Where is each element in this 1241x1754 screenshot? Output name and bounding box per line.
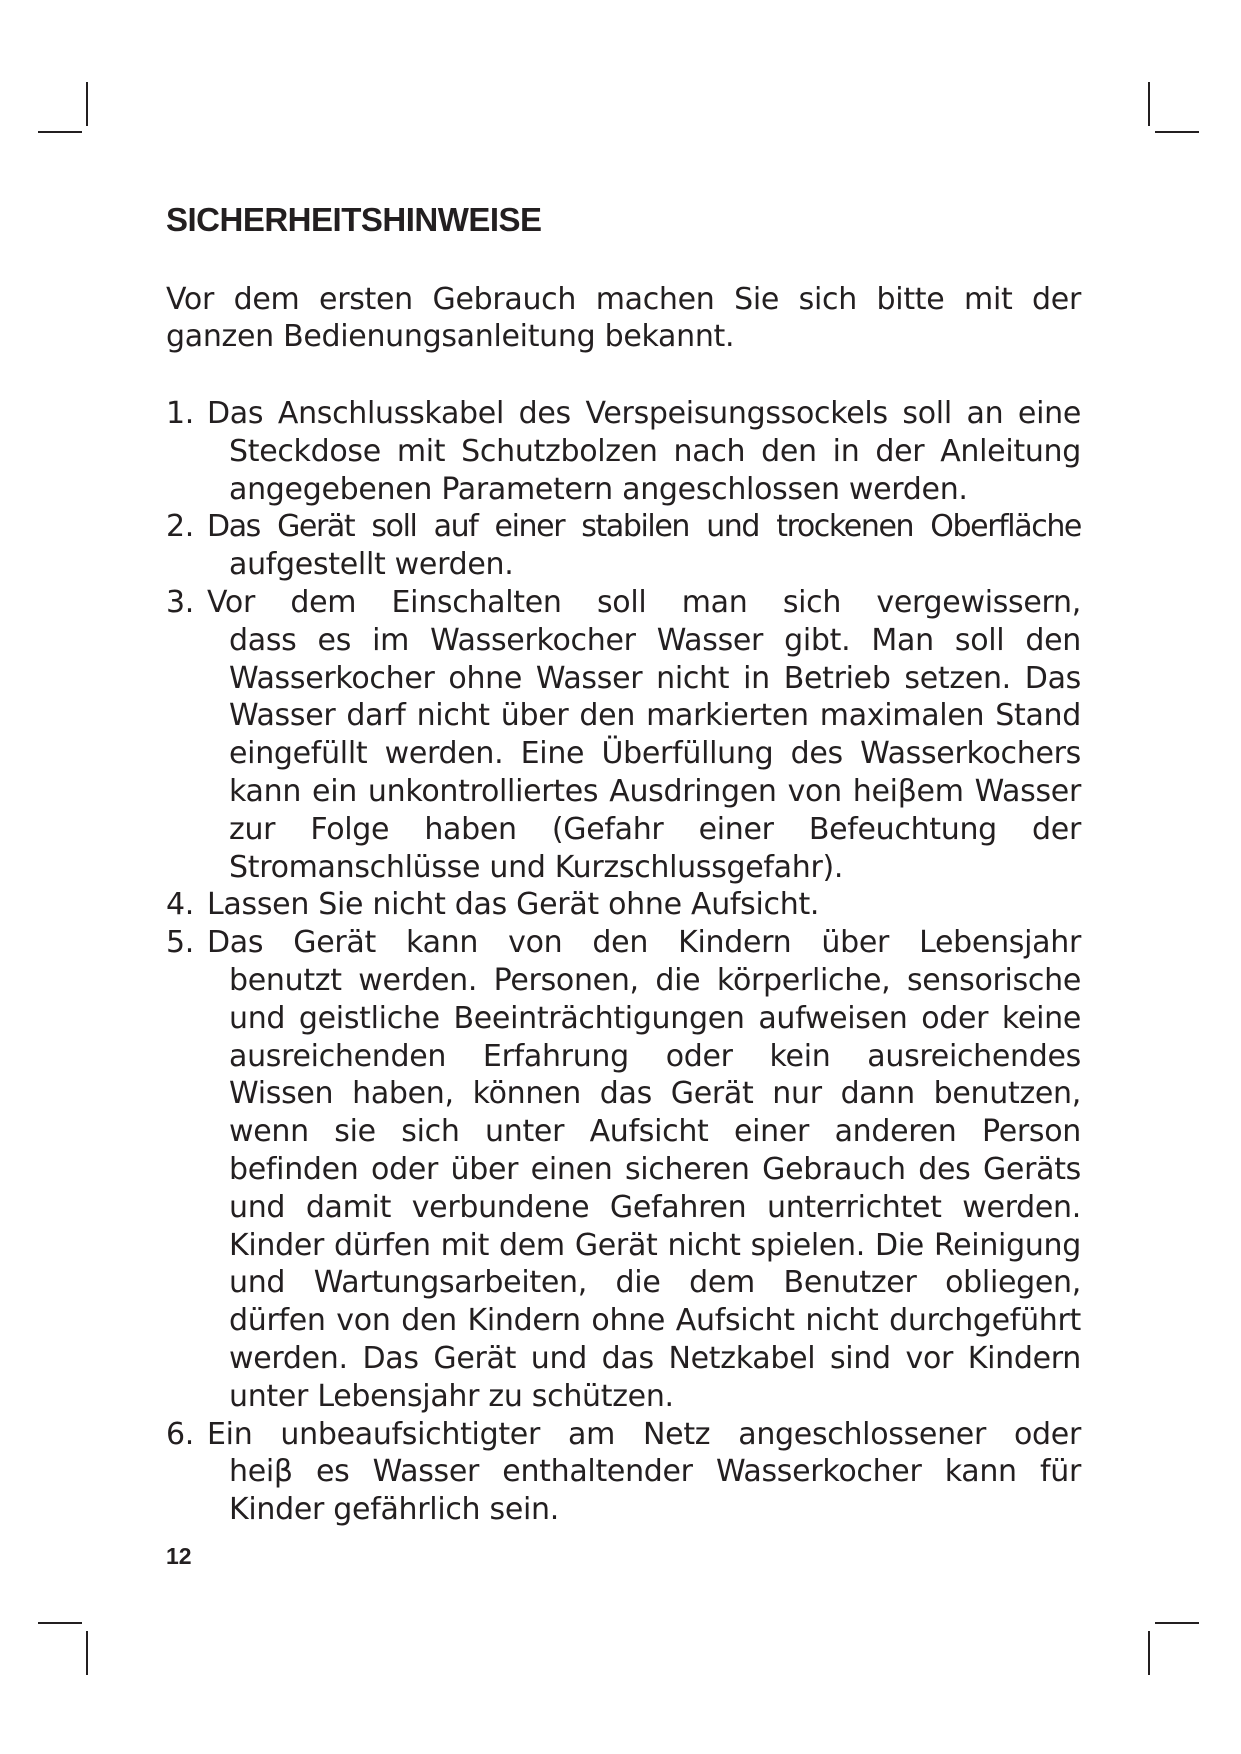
item-continuation: dass es im Wasserkocher Wasser gibt. Man soll den Wasserkocher ohne Wasser nicht in Betrieb setzen. Das Wasser darf nicht über den markierten maximalen Stand eingefüllt werden. Eine Überfüllung des Wasserkochers kann ein unkontrolliertes Ausdringen von heiβem Wasser zur Folge haben (Gefahr einer Befeuchtung der Stromanschlüsse und Kurzschlussgefahr).: [229, 622, 1081, 885]
item-first-line: Das Anschlusskabel des Verspeisungssockels soll an eine: [207, 396, 1081, 431]
page-number: 12: [166, 1543, 192, 1569]
list-item: [166, 584, 1081, 886]
crop-mark-bottom-left-vertical: [86, 1631, 88, 1675]
item-number: 4.: [166, 887, 195, 923]
item-number: 1.: [166, 396, 195, 431]
list-item: [166, 924, 1081, 1415]
item-first-line: Vor dem Einschalten soll man sich vergewissern,: [207, 584, 1081, 620]
item-text: [207, 1416, 1081, 1529]
list-item: [166, 395, 1081, 508]
item-first-line: Ein unbeaufsichtigter am Netz angeschlossener oder: [207, 1416, 1081, 1452]
item-number: 3.: [166, 584, 195, 620]
item-text: [207, 584, 1081, 886]
crop-mark-bottom-right-vertical: [1148, 1631, 1150, 1675]
crop-mark-bottom-right-horizontal: [1155, 1622, 1199, 1624]
item-continuation: heiβ es Wasser enthaltender Wasserkocher kann für Kinder gefährlich sein.: [229, 1454, 1081, 1528]
page-title: SICHERHEITSHINWEISE: [166, 201, 542, 238]
item-first-line: Lassen Sie nicht das Gerät ohne Aufsicht.: [207, 887, 820, 923]
item-text: [207, 924, 1081, 1415]
item-continuation: aufgestellt werden.: [229, 547, 514, 583]
crop-mark-top-right-horizontal: [1155, 131, 1199, 133]
item-number: 5.: [166, 925, 195, 961]
item-first-line: Das Gerät kann von den Kindern über Lebensjahr: [207, 925, 1081, 961]
intro-paragraph: Vor dem ersten Gebrauch machen Sie sich bitte mit der ganzen Bedienungsanleitung bekannt.: [166, 282, 1081, 354]
list-item: [166, 508, 1081, 584]
item-text: [207, 508, 1081, 584]
item-continuation: benutzt werden. Personen, die körperliche, sensorische und geistliche Beeinträchtigungen aufweisen oder keine ausreichenden Erfahrung oder kein ausreichendes Wissen haben, können das Gerät nur dann benutzen, wenn sie sich unter Aufsicht einer anderen Person befinden oder über einen sicheren Gebrauch des Geräts und damit verbundene Gefahren unterrichtet werden. Kinder dürfen mit dem Gerät nicht spielen. Die Reinigung und Wartungsarbeiten, die dem Benutzer obliegen, dürfen von den Kindern ohne Aufsicht nicht durchgeführt werden. Das Gerät und das Netzkabel sind vor Kindern unter Lebensjahr zu schützen.: [229, 962, 1081, 1414]
crop-mark-top-left-horizontal: [38, 131, 82, 133]
item-number: 6.: [166, 1416, 195, 1452]
item-text: [207, 395, 1081, 508]
item-continuation: Steckdose mit Schutzbolzen nach den in der Anleitung angegebenen Parametern angeschlossen werden.: [229, 433, 1081, 507]
item-number: 2.: [166, 509, 195, 545]
crop-mark-bottom-left-horizontal: [38, 1622, 82, 1624]
item-first-line: Das Gerät soll auf einer stabilen und trockenen Oberfläche: [207, 509, 1081, 545]
item-text: [207, 886, 1081, 924]
safety-instructions-list: [166, 395, 1081, 1529]
list-item: [166, 1416, 1081, 1529]
list-item: [166, 886, 1081, 924]
crop-mark-top-left-vertical: [86, 82, 88, 126]
crop-mark-top-right-vertical: [1148, 82, 1150, 126]
